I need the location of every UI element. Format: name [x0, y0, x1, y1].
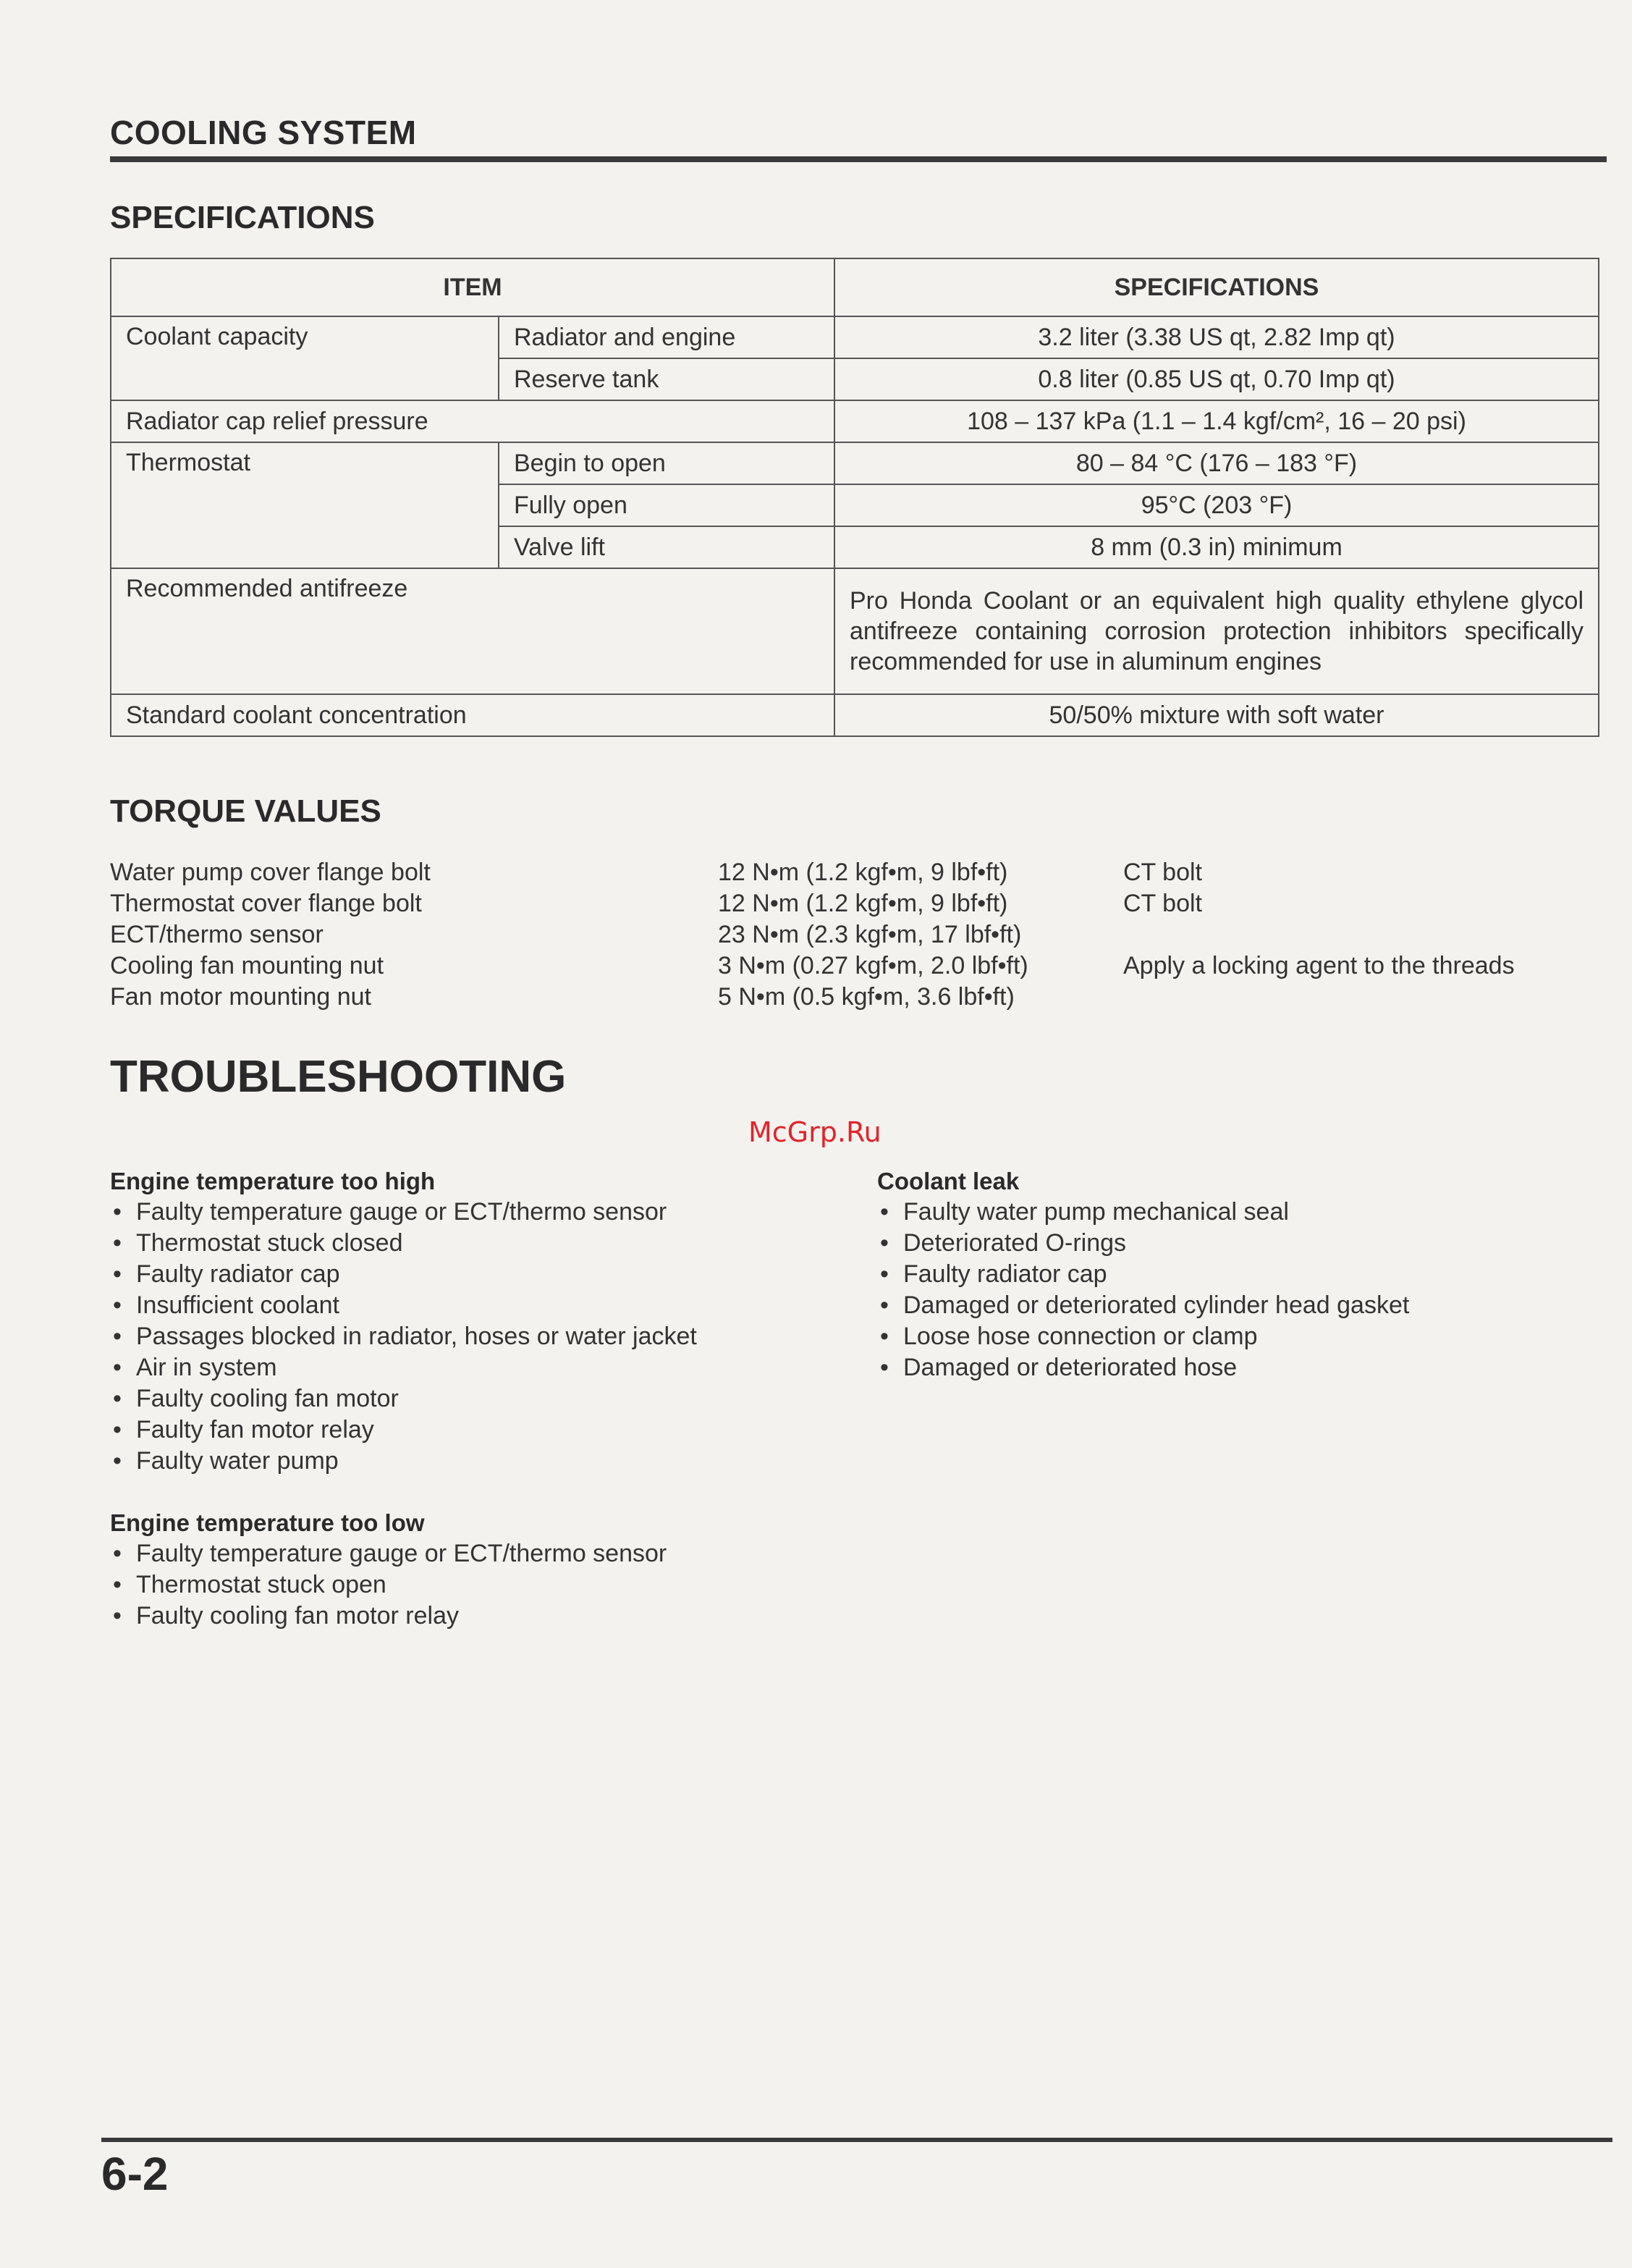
- table-row: [111, 442, 1599, 484]
- torque-item: Water pump cover flange bolt: [110, 859, 431, 886]
- list-item: • Passages blocked in radiator, hoses or water jacket: [110, 1321, 697, 1352]
- footer-rule: [101, 2138, 1612, 2142]
- torque-row: [110, 921, 1601, 952]
- torque-value: 12 N•m (1.2 kgf•m, 9 lbf•ft): [718, 859, 1008, 886]
- list-item: • Faulty radiator cap: [877, 1259, 1409, 1290]
- item-cell: Thermostat: [111, 442, 499, 568]
- torque-value: 5 N•m (0.5 kgf•m, 3.6 lbf•ft): [718, 983, 1015, 1011]
- list-item: • Thermostat stuck closed: [110, 1228, 697, 1259]
- sub-item-cell: Begin to open: [499, 442, 834, 484]
- torque-value: 23 N•m (2.3 kgf•m, 17 lbf•ft): [718, 921, 1022, 948]
- spec-cell: 95°C (203 °F): [834, 484, 1599, 526]
- item-cell: Recommended antifreeze: [111, 568, 834, 694]
- torque-row: [110, 983, 1601, 1014]
- table-row: [111, 568, 1599, 694]
- trouble-group-title: Engine temperature too low: [110, 1509, 425, 1536]
- table-row: [111, 400, 1599, 442]
- trouble-list: [877, 1197, 1409, 1383]
- torque-values-list: [110, 859, 1601, 1014]
- col-spec-header: SPECIFICATIONS: [834, 258, 1599, 316]
- col-item-header: ITEM: [111, 258, 834, 316]
- trouble-list: [110, 1538, 667, 1632]
- sub-item-cell: Valve lift: [499, 526, 834, 568]
- spec-cell: 108 – 137 kPa (1.1 – 1.4 kgf/cm², 16 – 20 psi): [834, 400, 1599, 442]
- list-item: • Faulty water pump: [110, 1446, 697, 1477]
- torque-note: CT bolt: [1123, 890, 1202, 917]
- sub-item-cell: Reserve tank: [499, 358, 834, 400]
- spec-cell: 8 mm (0.3 in) minimum: [834, 526, 1599, 568]
- torque-item: Fan motor mounting nut: [110, 983, 371, 1011]
- list-item: • Air in system: [110, 1352, 697, 1383]
- section-title: COOLING SYSTEM: [110, 114, 417, 151]
- item-cell: Standard coolant concentration: [111, 694, 834, 736]
- trouble-group-temp-low: [110, 1507, 667, 1632]
- header-rule: [110, 156, 1607, 162]
- item-cell: Coolant capacity: [111, 316, 499, 400]
- trouble-list: [110, 1197, 697, 1477]
- specifications-heading: SPECIFICATIONS: [110, 200, 375, 235]
- torque-note: CT bolt: [1123, 859, 1202, 886]
- trouble-group-title: Engine temperature too high: [110, 1168, 436, 1194]
- table-row: [111, 316, 1599, 358]
- list-item: • Loose hose connection or clamp: [877, 1321, 1409, 1352]
- sub-item-cell: Radiator and engine: [499, 316, 834, 358]
- trouble-group-title: Coolant leak: [877, 1168, 1020, 1194]
- list-item: • Faulty temperature gauge or ECT/thermo sensor: [110, 1197, 697, 1228]
- list-item: • Faulty cooling fan motor relay: [110, 1601, 667, 1632]
- specifications-table: [110, 258, 1599, 737]
- list-item: • Faulty radiator cap: [110, 1259, 697, 1290]
- troubleshooting-heading: TROUBLESHOOTING: [110, 1052, 567, 1102]
- item-cell: Radiator cap relief pressure: [111, 400, 834, 442]
- sub-item-cell: Fully open: [499, 484, 834, 526]
- list-item: • Insufficient coolant: [110, 1290, 697, 1321]
- torque-note: Apply a locking agent to the threads: [1123, 952, 1515, 979]
- torque-row: [110, 890, 1601, 921]
- watermark-text: McGrp.Ru: [748, 1116, 881, 1148]
- torque-value: 3 N•m (0.27 kgf•m, 2.0 lbf•ft): [718, 952, 1028, 979]
- spec-cell: 3.2 liter (3.38 US qt, 2.82 Imp qt): [834, 316, 1599, 358]
- list-item: • Deteriorated O-rings: [877, 1228, 1409, 1259]
- list-item: • Faulty fan motor relay: [110, 1415, 697, 1446]
- trouble-group-temp-high: [110, 1165, 697, 1477]
- list-item: • Damaged or deteriorated cylinder head gasket: [877, 1290, 1409, 1321]
- torque-values-heading: TORQUE VALUES: [110, 793, 381, 829]
- torque-row: [110, 952, 1601, 983]
- list-item: • Faulty temperature gauge or ECT/thermo sensor: [110, 1538, 667, 1569]
- torque-item: Cooling fan mounting nut: [110, 952, 384, 979]
- spec-cell: 50/50% mixture with soft water: [834, 694, 1599, 736]
- list-item: • Faulty water pump mechanical seal: [877, 1197, 1409, 1228]
- torque-item: Thermostat cover flange bolt: [110, 890, 422, 917]
- table-header-row: [111, 258, 1599, 316]
- list-item: • Damaged or deteriorated hose: [877, 1352, 1409, 1383]
- torque-row: [110, 859, 1601, 890]
- list-item: • Thermostat stuck open: [110, 1569, 667, 1601]
- spec-cell: Pro Honda Coolant or an equivalent high quality ethylene glycol antifreeze containing corrosion protection inhibitors specifically recommended for use in aluminum engines: [834, 568, 1599, 694]
- page-number: 6-2: [101, 2148, 169, 2200]
- table-row: [111, 694, 1599, 736]
- spec-cell: 0.8 liter (0.85 US qt, 0.70 Imp qt): [834, 358, 1599, 400]
- spec-cell: 80 – 84 °C (176 – 183 °F): [834, 442, 1599, 484]
- list-item: • Faulty cooling fan motor: [110, 1383, 697, 1415]
- torque-value: 12 N•m (1.2 kgf•m, 9 lbf•ft): [718, 890, 1008, 917]
- torque-item: ECT/thermo sensor: [110, 921, 324, 948]
- trouble-group-coolant-leak: [877, 1165, 1409, 1383]
